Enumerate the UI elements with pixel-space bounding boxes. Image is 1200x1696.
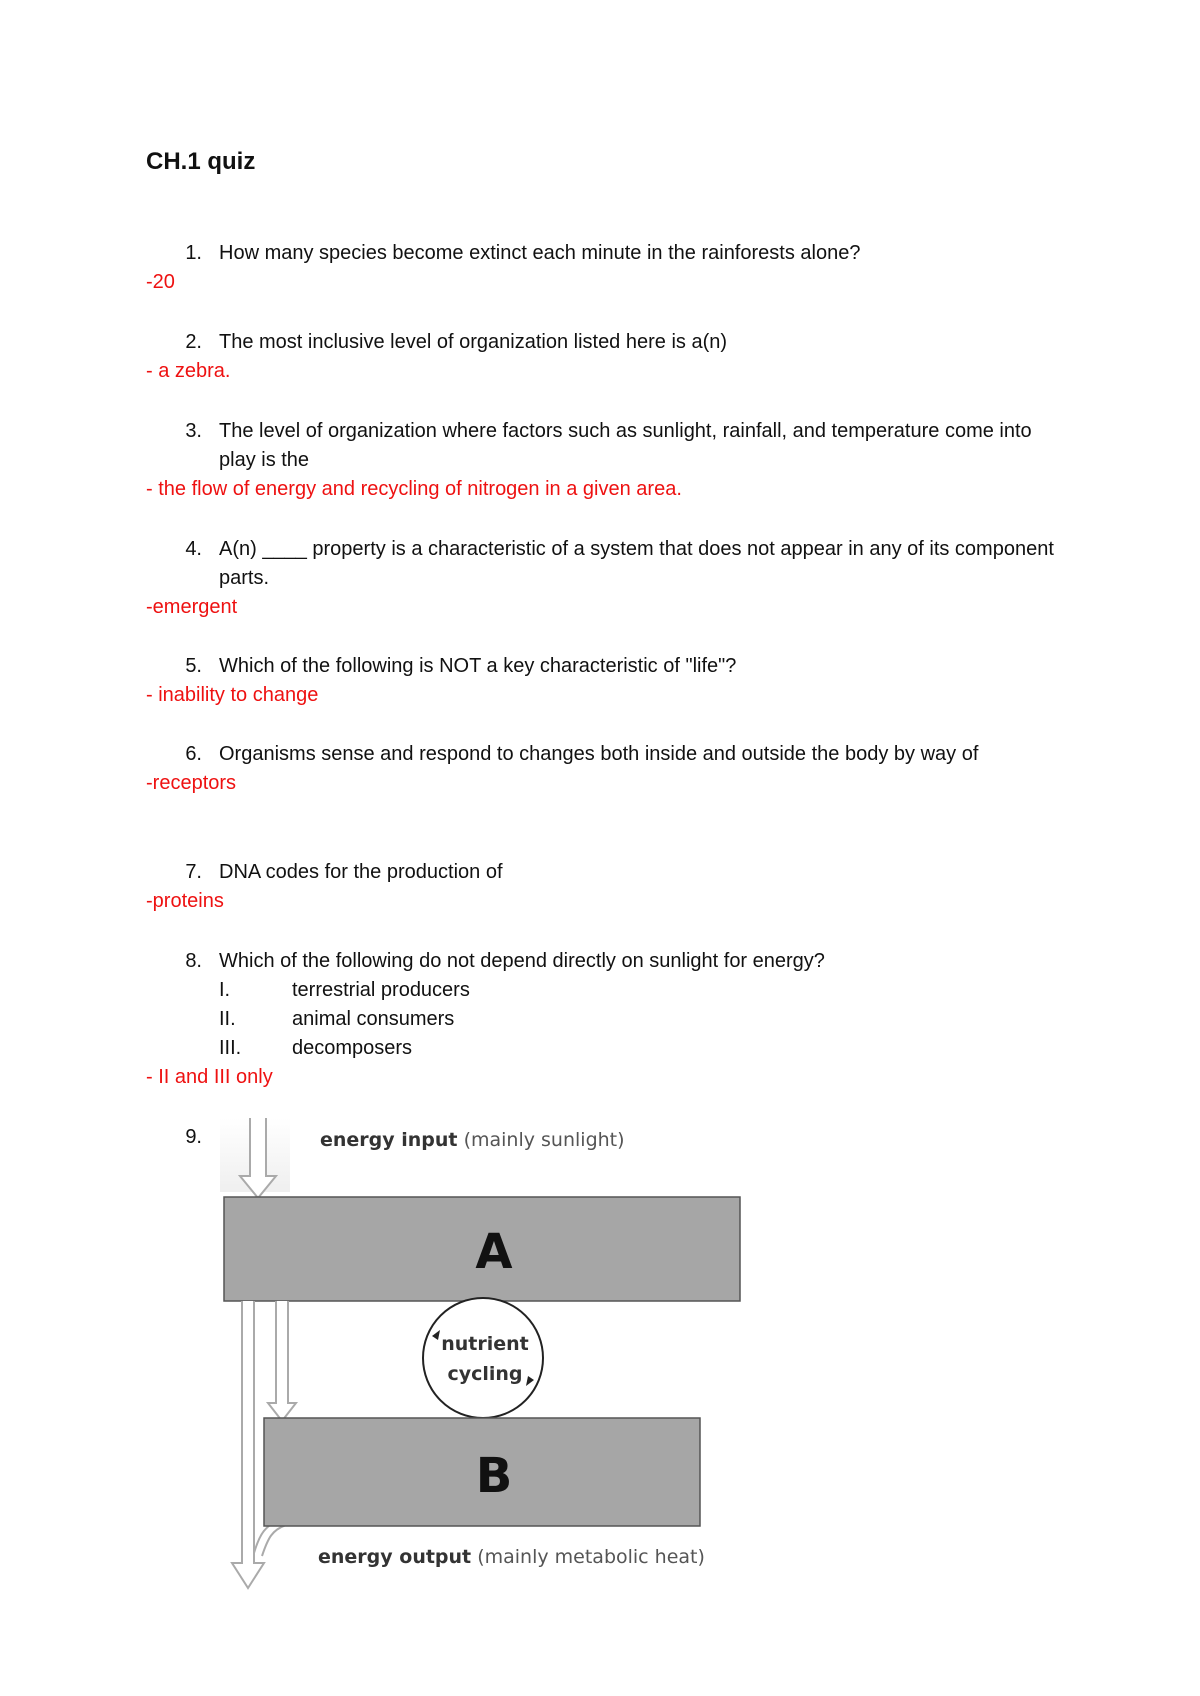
option-text: terrestrial producers: [292, 979, 470, 1001]
a-to-b-arrow: [268, 1301, 296, 1421]
box-a-label: A: [475, 1224, 513, 1280]
question-number: 4.: [185, 538, 202, 560]
question-2: [146, 328, 1066, 386]
question-1: [146, 239, 1066, 297]
answer: - inability to change: [146, 684, 319, 706]
question-text: A(n) ____ property is a characteristic of a system that does not appear in any of its component parts.: [219, 538, 1054, 589]
cycle-label-line2: cycling: [447, 1363, 523, 1385]
energy-output-label: [318, 1546, 705, 1568]
answer: - II and III only: [146, 1066, 273, 1088]
option-number: III.: [219, 1037, 242, 1059]
question-number: 9.: [185, 1126, 202, 1148]
energy-output-note: (mainly metabolic heat): [477, 1546, 705, 1568]
question-text: How many species become extinct each minute in the rainforests alone?: [219, 242, 861, 264]
page-title: CH.1 quiz: [146, 148, 256, 175]
question-number: 3.: [185, 420, 202, 442]
question-3: [146, 417, 1066, 504]
nutrient-cycling-loop: [423, 1298, 543, 1418]
question-number: 1.: [185, 242, 202, 264]
answer: -20: [146, 271, 175, 293]
question-8: [146, 947, 1066, 1092]
answer: - the flow of energy and recycling of nitrogen in a given area.: [146, 478, 682, 500]
option-text: decomposers: [292, 1037, 413, 1059]
box-b-label: B: [475, 1448, 513, 1504]
energy-input-bold: energy input: [320, 1129, 458, 1151]
energy-input-note: (mainly sunlight): [463, 1129, 625, 1151]
option-text: animal consumers: [292, 1008, 455, 1030]
question-text: Organisms sense and respond to changes both inside and outside the body by way of: [219, 743, 979, 765]
energy-flow-diagram: [220, 1118, 760, 1598]
option-item: [219, 976, 1066, 1005]
question-number: 2.: [185, 331, 202, 353]
answer: -proteins: [146, 890, 224, 912]
question-text: DNA codes for the production of: [219, 861, 503, 883]
energy-input-label: [320, 1129, 625, 1151]
question-text: Which of the following do not depend directly on sunlight for energy?: [219, 950, 825, 972]
answer: -receptors: [146, 772, 237, 794]
option-number: I.: [219, 979, 231, 1001]
question-5: [146, 652, 1066, 710]
question-7: [146, 858, 1066, 916]
option-item: [219, 1034, 1066, 1063]
question-number: 8.: [185, 950, 202, 972]
cycle-label-line1: nutrient: [441, 1333, 529, 1355]
question-text: The most inclusive level of organization listed here is a(n): [219, 331, 728, 353]
answer: -emergent: [146, 596, 238, 618]
energy-output-bold: energy output: [318, 1546, 472, 1568]
question-4: [146, 535, 1066, 622]
question-text: Which of the following is NOT a key characteristic of "life"?: [219, 655, 737, 677]
question-number: 6.: [185, 743, 202, 765]
question-6: [146, 740, 1066, 798]
option-number: II.: [219, 1008, 236, 1030]
option-item: [219, 1005, 1066, 1034]
question-number: 7.: [185, 861, 202, 883]
question-number: 5.: [185, 655, 202, 677]
options-list: [219, 976, 1066, 1063]
question-text: The level of organization where factors such as sunlight, rainfall, and temperature come into play is the: [219, 420, 1032, 471]
answer: - a zebra.: [146, 360, 231, 382]
